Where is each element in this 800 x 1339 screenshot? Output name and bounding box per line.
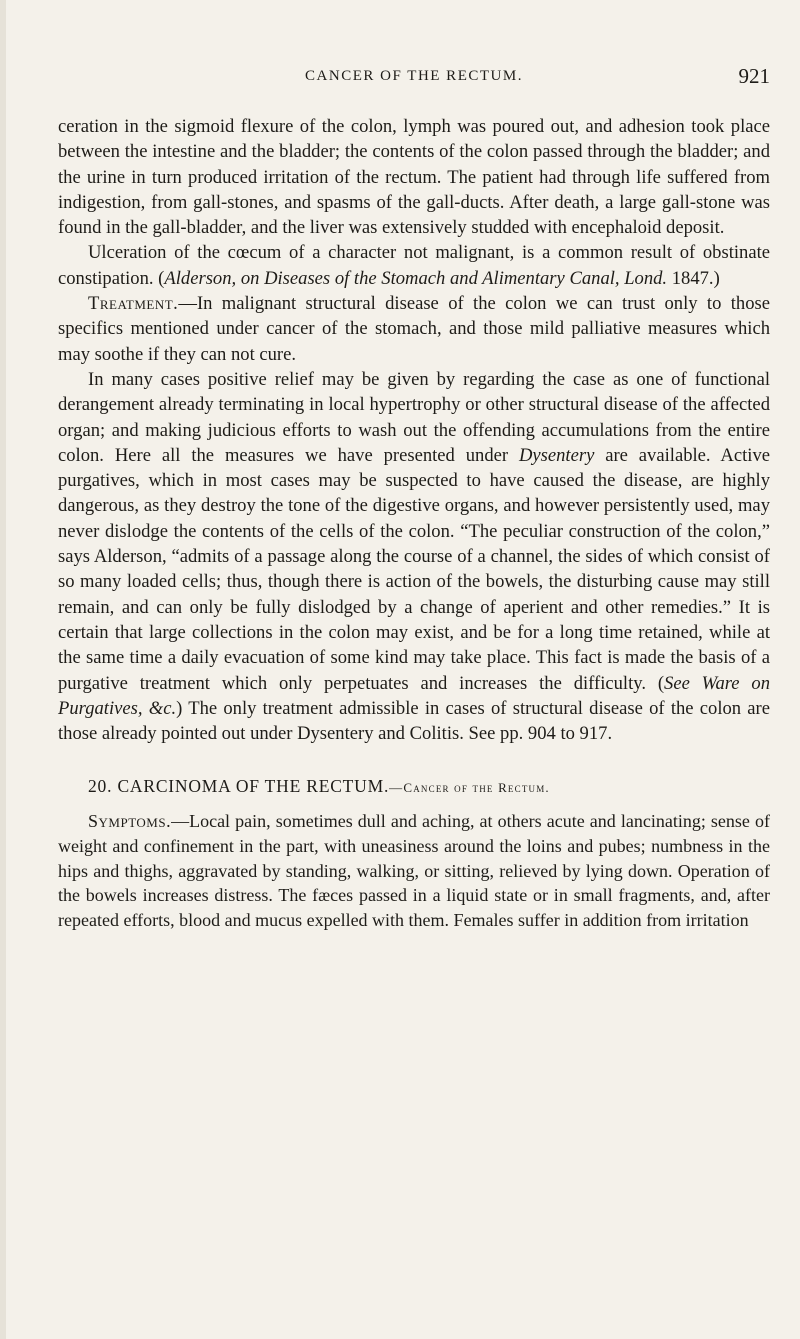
paragraph-text: In many cases positive relief may be given by regarding the case as one of functional derangement already terminating in local hypertrophy or other structural disease of the affected organ; and making judicious efforts to wash out the offending accumulations from the entire colon. Here all the measures we have presented under <box>58 368 770 466</box>
citation-alderson: Alderson, on Diseases of the Stomach and Alimentary Canal, Lond. <box>164 267 668 289</box>
paragraph-ulceration <box>58 240 770 291</box>
running-head <box>58 64 770 94</box>
treatment-label: Treatment. <box>88 293 179 315</box>
citation-ware: See Ware on Purgatives, &c. <box>58 672 770 719</box>
symptoms-block <box>58 809 770 932</box>
section-heading <box>58 776 770 797</box>
paragraph-symptoms <box>58 809 770 932</box>
page-number: 921 <box>738 64 770 88</box>
symptoms-label: Symptoms. <box>88 811 172 832</box>
paragraph-text: —In malignant structural disease of the colon we can trust only to those specifics mentioned under cancer of the stomach, and those mild palliative measures which may soothe if they can not cure. <box>58 293 770 365</box>
paragraph-continuation <box>58 114 770 240</box>
running-title: CANCER OF THE RECTUM. <box>305 68 523 84</box>
dysentery-reference: Dysentery <box>518 444 595 466</box>
paragraph-text: Ulceration of the cœcum of a character not malignant, is a common result of obstinate constipation. ( <box>58 242 770 289</box>
book-page <box>58 0 770 1339</box>
page-edge-shadow <box>0 0 6 1339</box>
body-text <box>58 114 770 932</box>
paragraph-text: 1847.) <box>667 267 720 289</box>
section-title: 20. CARCINOMA OF THE RECTUM. <box>88 776 390 797</box>
section-subtitle: —Cancer of the Rectum. <box>389 780 550 796</box>
paragraph-text: are available. Active purgatives, which in most cases may be suspected to have caused the disease, are highly dangerous, as they destroy the tone of the digestive organs, and however persistently used, may never dislodge the contents of the cells of the colon. “The peculiar construction of the colon,” says Alderson, “admits of a passage along the course of a channel, the sides of which consist of so many loaded cells; thus, though there is action of the bowels, the disturbing cause may still remain, and can only be fully dislodged by a change of aperient and other remedies.” It is certain that large collections in the colon may exist, and be for a long time retained, while at the same time a daily evacuation of some kind may take place. This fact is made the basis of a purgative treatment which only perpetuates and increases the difficulty. ( <box>58 444 770 694</box>
paragraph-text: —Local pain, sometimes dull and aching, at others acute and lancinating; sense of weight and confinement in the part, with uneasiness around the loins and pubes; numbness in the hips and thighs, aggravated by standing, walking, or sitting, relieved by lying down. Operation of the bowels increases distress. The fæces passed in a liquid state or in small fragments, and, after repeated efforts, blood and mucus expelled with them. Females suffer in addition from irritation <box>58 811 770 930</box>
paragraph-relief <box>58 367 770 746</box>
paragraph-treatment <box>58 291 770 367</box>
paragraph-text: ) The only treatment admissible in cases of structural disease of the colon are those already pointed out under Dysentery and Colitis. See pp. 904 to 917. <box>58 697 771 745</box>
paragraph-text: ceration in the sigmoid flexure of the colon, lymph was poured out, and adhesion took place between the intestine and the bladder; the contents of the colon passed through the bladder; and the urine in turn produced irritation of the rectum. The patient had through life suffered from indigestion, from gall-stones, and spasms of the gall-ducts. After death, a large gall-stone was found in the gall-bladder, and the liver was extensively studded with encephaloid deposit. <box>58 116 770 239</box>
